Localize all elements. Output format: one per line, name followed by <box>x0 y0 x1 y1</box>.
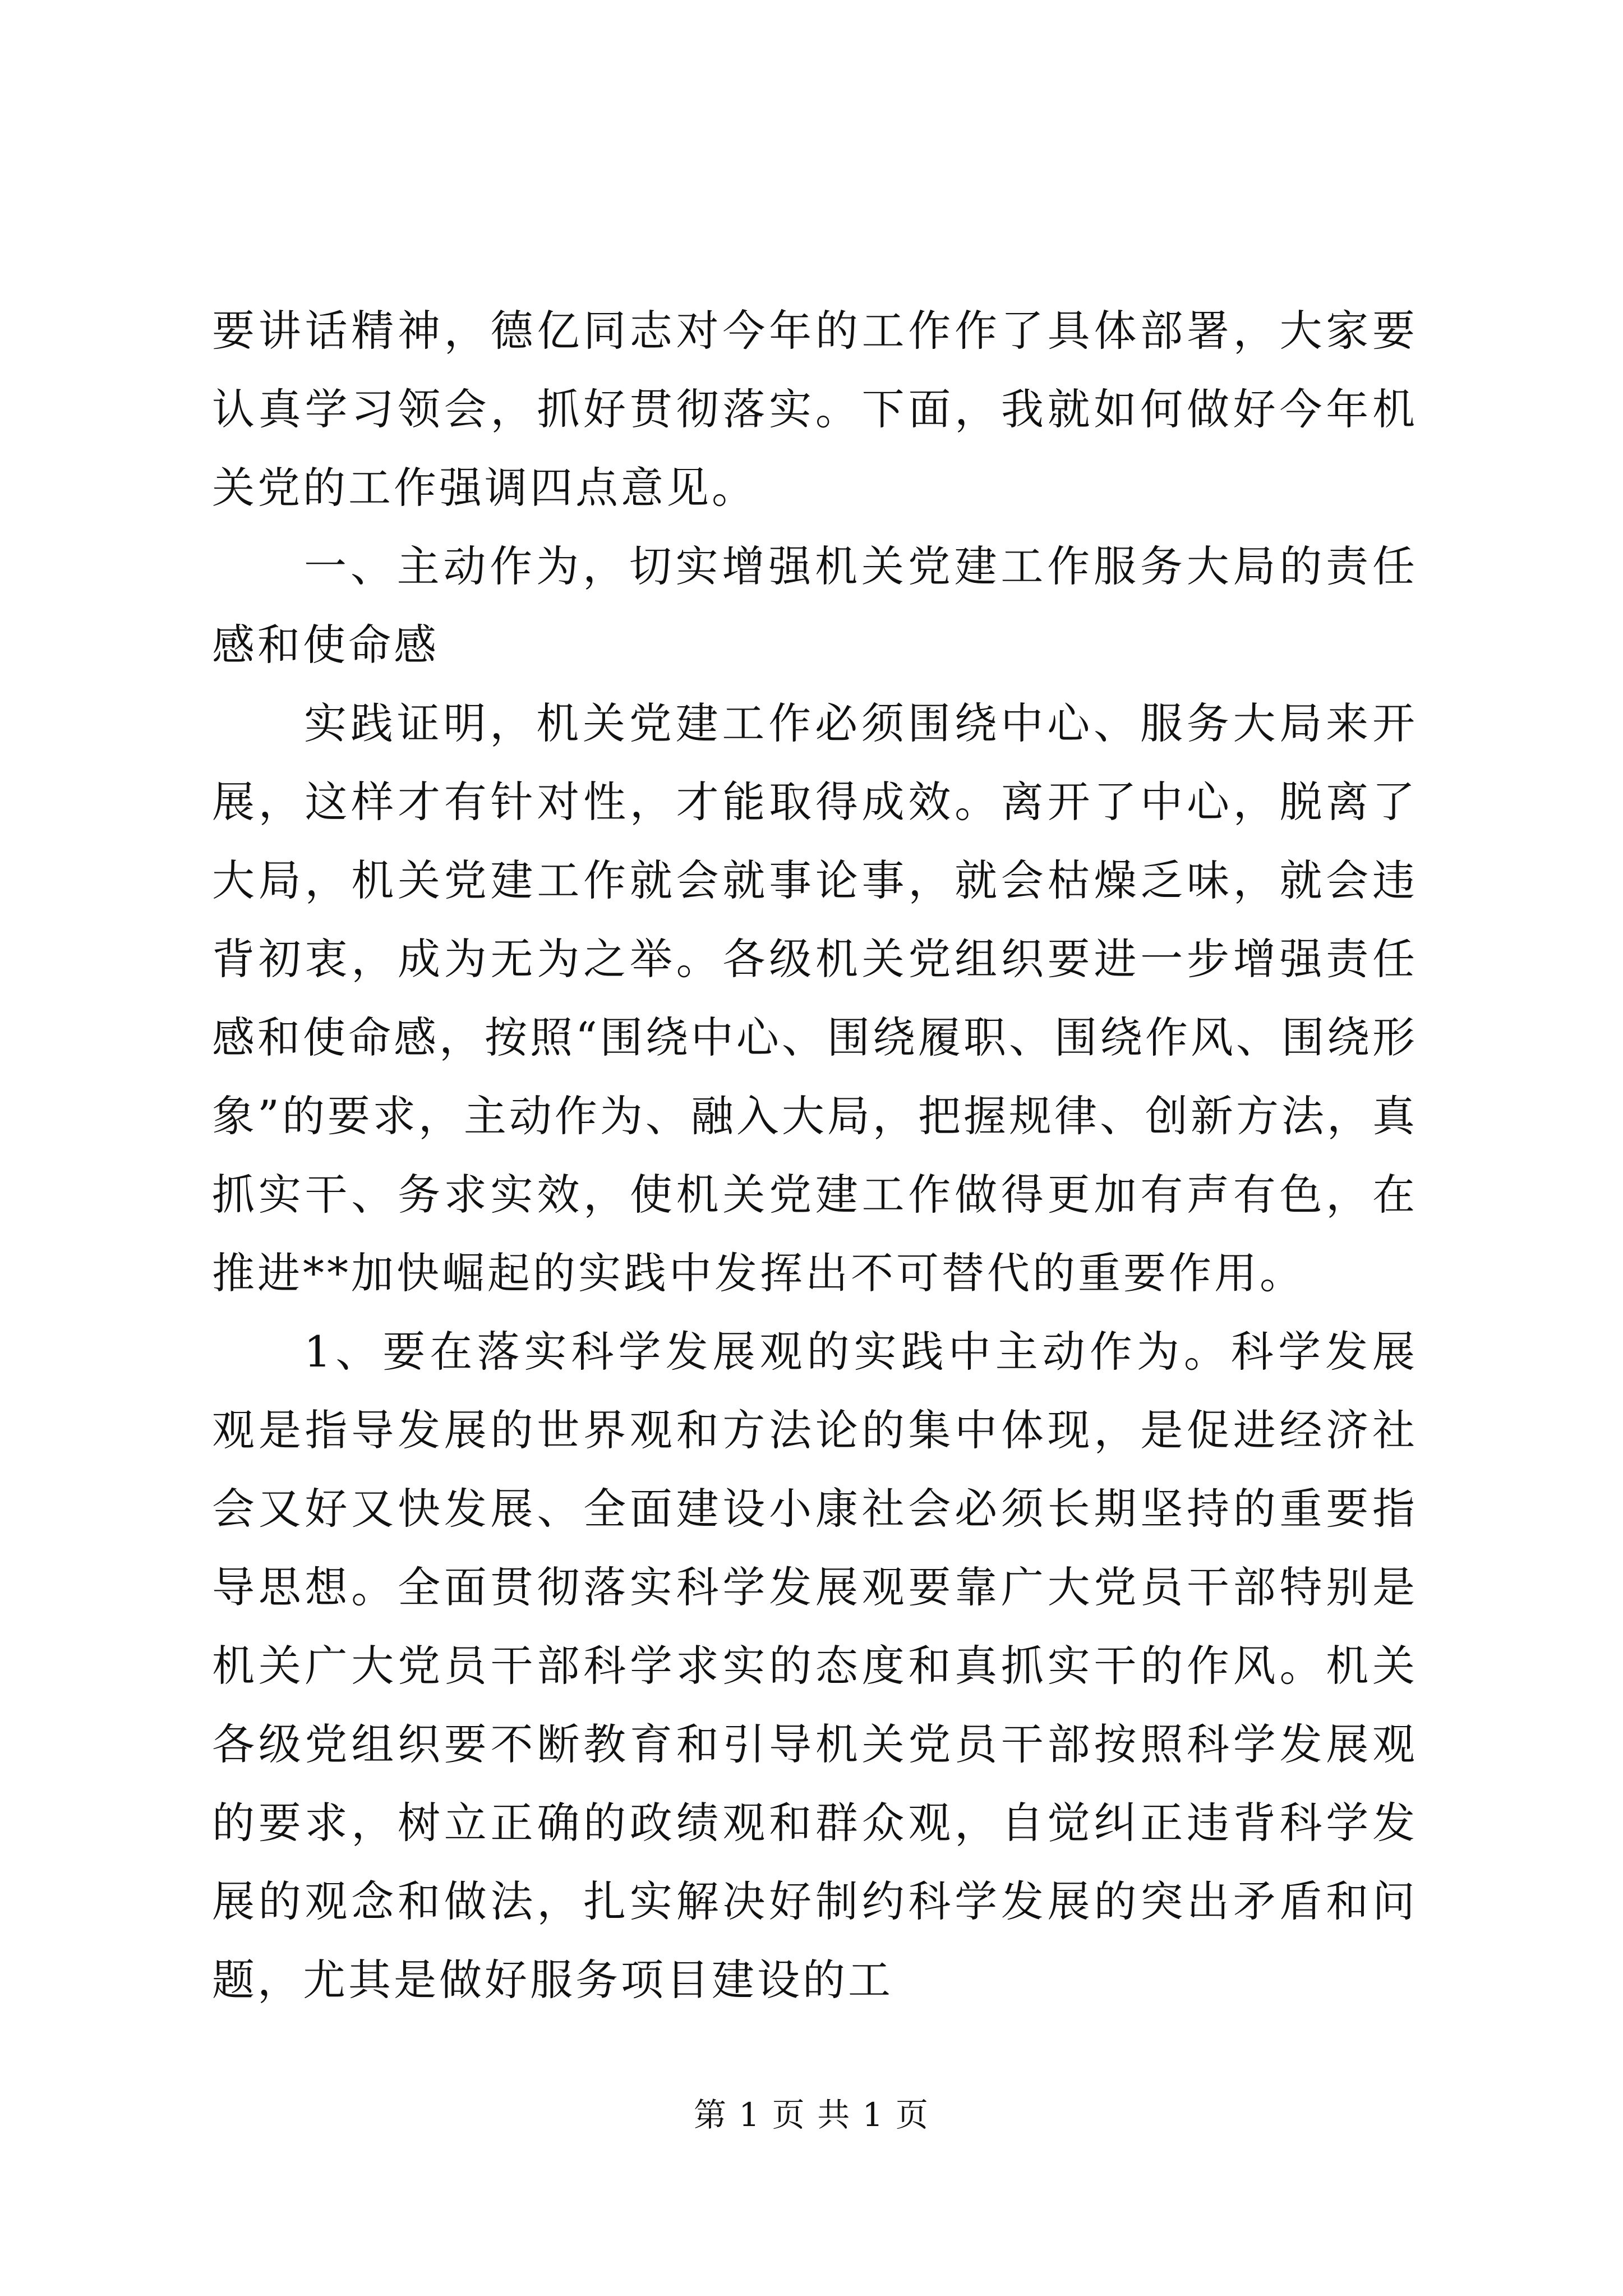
document-body <box>212 292 1418 2019</box>
paragraph: 1、要在落实科学发展观的实践中主动作为。科学发展观是指导发展的世界观和方法论的集中体现，是促进经济社会又好又快发展、全面建设小康社会必须长期坚持的重要指导思想。全面贯彻落实科学发展观要靠广大党员干部特别是机关广大党员干部科学求实的态度和真抓实干的作风。机关各级党组织要不断教育和引导机关党员干部按照科学发展观的要求，树立正确的政绩观和群众观，自觉纠正违背科学发展的观念和做法，扎实解决好制约科学发展的突出矛盾和问题，尤其是做好服务项目建设的工 <box>212 1327 1418 2005</box>
paragraph: 实践证明，机关党建工作必须围绕中心、服务大局来开展，这样才有针对性，才能取得成效。离开了中心，脱离了大局，机关党建工作就会就事论事，就会枯燥乏味，就会违背初衷，成为无为之举。各级机关党组织要进一步增强责任感和使命感，按照“围绕中心、围绕履职、围绕作风、围绕形象”的要求，主动作为、融入大局，把握规律、创新方法，真抓实干、务求实效，使机关党建工作做得更加有声有色，在推进**加快崛起的实践中发挥出不可替代的重要作用。 <box>212 698 1418 1298</box>
page-footer: 第 1 页 共 1 页 <box>694 2096 929 2134</box>
paragraph-continuation: 要讲话精神，德亿同志对今年的工作作了具体部署，大家要认真学习领会，抓好贯彻落实。下面，我就如何做好今年机关党的工作强调四点意见。 <box>212 306 1418 513</box>
section-heading: 一、主动作为，切实增强机关党建工作服务大局的责任感和使命感 <box>212 541 1418 670</box>
